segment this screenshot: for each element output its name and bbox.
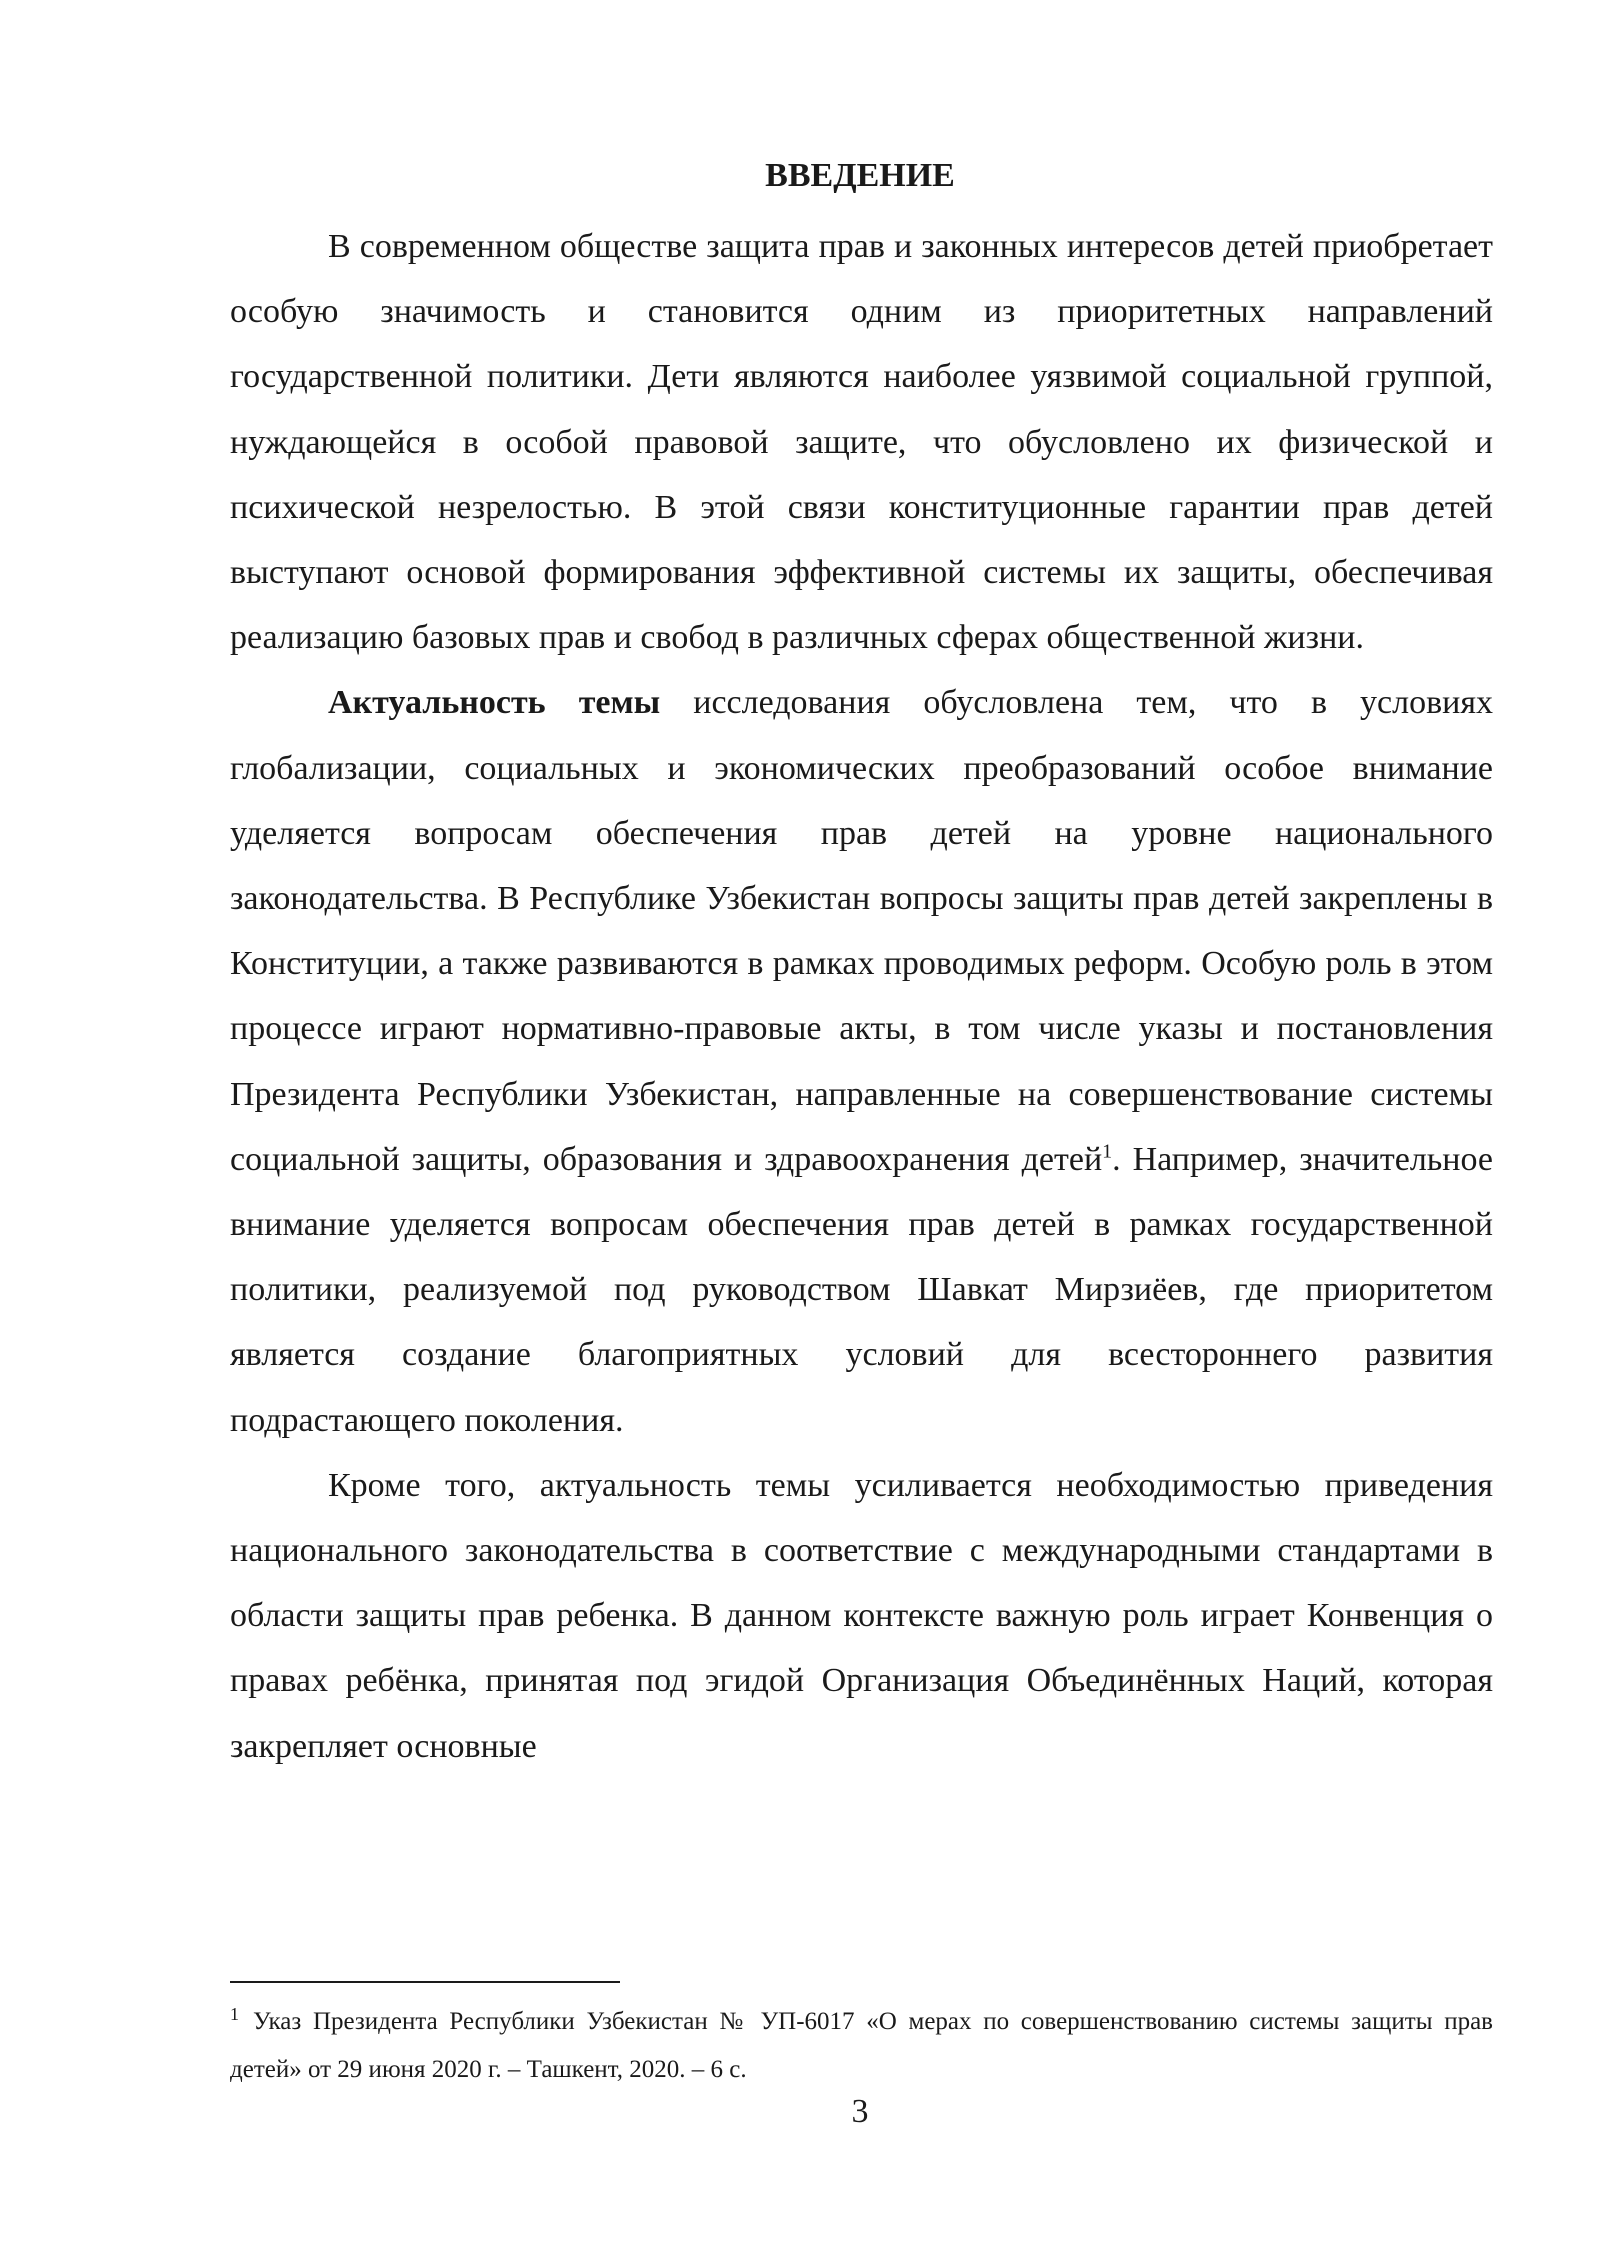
footnote-reference[interactable]: 1 bbox=[1102, 1140, 1113, 1163]
footnote-separator bbox=[230, 1981, 620, 1983]
footnote-text: Указ Президента Республики Узбекистан № УП-6017 «О мерах по совершенствованию системы защиты прав детей» от 29 июня 2020 г. – Ташкент, 2020. – 6 с. bbox=[230, 2008, 1493, 2083]
paragraph-relevance bbox=[230, 670, 1493, 1452]
paragraph-introduction: В современном обществе защита прав и законных интересов детей приобретает особую значимость и становится одним из приоритетных направлений государственной политики. Дети являются наиболее уязвимой социальной группой, нуждающейся в особой правовой защите, что обусловлено их физической и психической незрелостью. В этой связи конституционные гарантии прав детей выступают основой формирования эффективной системы их защиты, обеспечивая реализацию базовых прав и свобод в различных сферах общественной жизни. bbox=[230, 228, 1493, 657]
footnote bbox=[230, 1998, 1493, 2094]
relevance-heading: Актуальность темы bbox=[328, 684, 661, 722]
footnote-number: 1 bbox=[230, 2003, 239, 2024]
body-text bbox=[230, 214, 1493, 1779]
section-title: ВВЕДЕНИЕ bbox=[765, 157, 955, 194]
page-number: 3 bbox=[851, 2093, 869, 2130]
relevance-text-part1: исследования обусловлена тем, что в условиях глобализации, социальных и экономических преобразований особое внимание уделяется вопросам обеспечения прав детей на уровне национального законодательства. В Республике Узбекистан вопросы защиты прав детей закреплены в Конституции, а также развиваются в рамках проводимых реформ. Особую роль в этом процессе играют нормативно-правовые акты, в том числе указы и постановления Президента Республики Узбекистан, направленные на совершенствование системы социальной защиты, образования и здравоохранения детей bbox=[230, 684, 1493, 1178]
paragraph-international-standards: Кроме того, актуальность темы усиливается необходимостью приведения национального законодательства в соответствие с международными стандартами в области защиты прав ребенка. В данном контексте важную роль играет Конвенция о правах ребёнка, принятая под эгидой Организация Объединённых Наций, которая закрепляет основные bbox=[230, 1466, 1493, 1765]
relevance-text-part2: . Например, значительное внимание уделяется вопросам обеспечения прав детей в рамках государственной политики, реализуемой под руководством Шавкат Мирзиёев, где приоритетом является создание благоприятных условий для всестороннего развития подрастающего поколения. bbox=[230, 1140, 1494, 1439]
